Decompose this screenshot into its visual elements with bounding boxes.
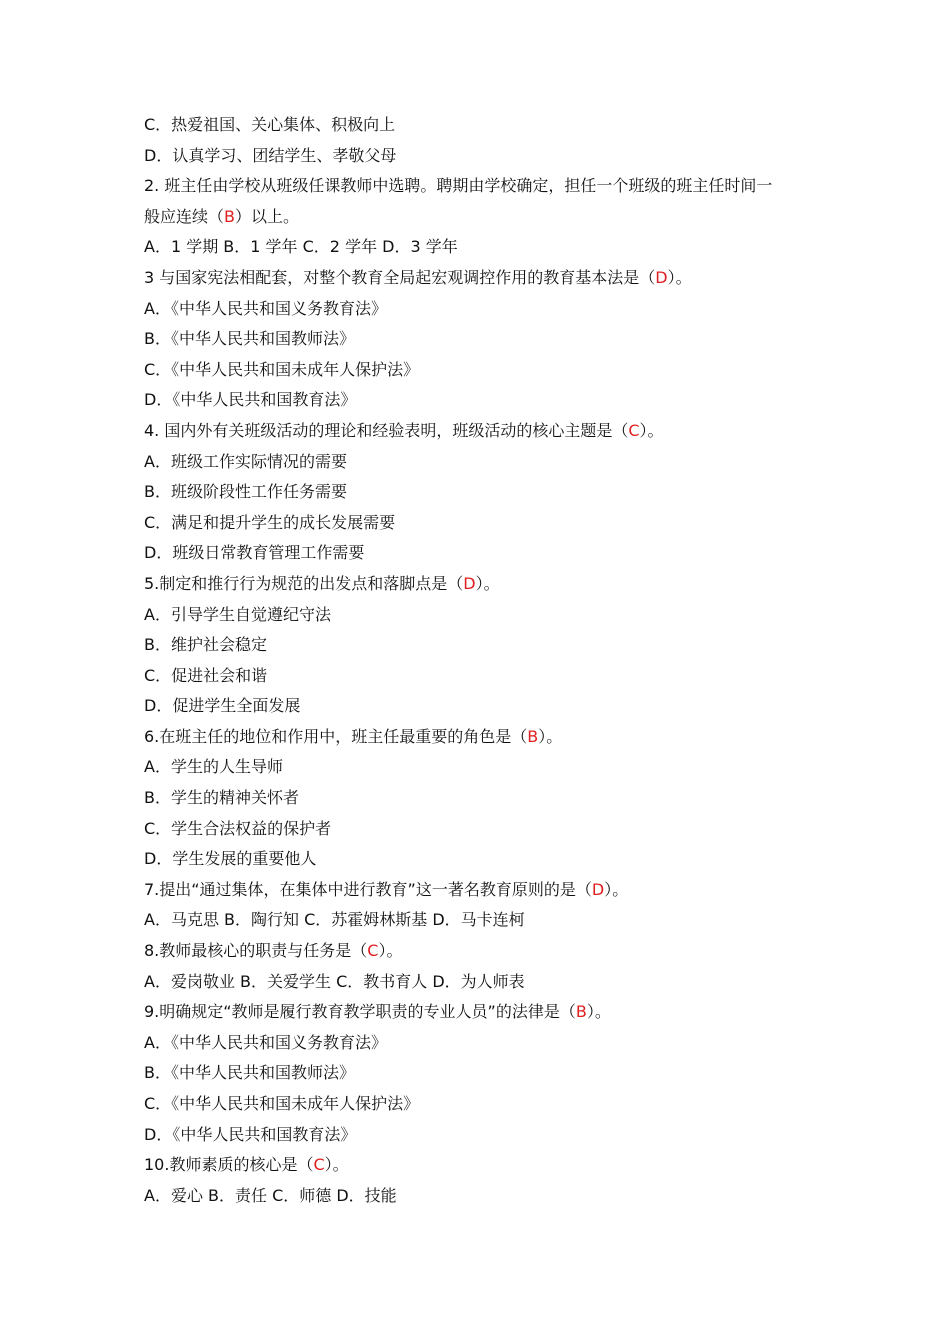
answer-letter: C bbox=[367, 941, 379, 961]
question-suffix: ）。 bbox=[324, 1155, 349, 1175]
text-line: B．班级阶段性工作任务需要 bbox=[144, 482, 347, 502]
question-suffix: ）以上。 bbox=[235, 206, 300, 226]
text-line: 2. 班主任由学校从班级任课教师中选聘。聘期由学校确定，担任一个班级的班主任时间一 bbox=[144, 176, 773, 196]
question-suffix: ）。 bbox=[604, 879, 629, 899]
question-text: 7.提出“通过集体，在集体中进行教育”这一著名教育原则的是（ bbox=[144, 879, 592, 899]
answer-letter: C bbox=[313, 1155, 325, 1175]
answer-letter: C bbox=[628, 420, 640, 440]
question-suffix: ）。 bbox=[639, 420, 664, 440]
text-line: D．促进学生全面发展 bbox=[144, 696, 301, 716]
question-line bbox=[144, 936, 814, 967]
question-line bbox=[144, 722, 814, 753]
text-line: A．引导学生自觉遵纪守法 bbox=[144, 604, 331, 624]
question-text: 8.教师最核心的职责与任务是（ bbox=[144, 941, 368, 961]
text-line: B．《中华人民共和国教师法》 bbox=[144, 1063, 355, 1083]
text-line: A．1 学期 B．1 学年 C．2 学年 D．3 学年 bbox=[144, 237, 458, 257]
text-line: A．班级工作实际情况的需要 bbox=[144, 451, 347, 471]
question-suffix: ）。 bbox=[475, 573, 500, 593]
question-line bbox=[144, 202, 814, 233]
question-line bbox=[144, 569, 814, 600]
text-line: D．班级日常教育管理工作需要 bbox=[144, 543, 365, 563]
text-line: B．维护社会稳定 bbox=[144, 635, 267, 655]
text-line: D．《中华人民共和国教育法》 bbox=[144, 1124, 357, 1144]
question-text: 6.在班主任的地位和作用中，班主任最重要的角色是（ bbox=[144, 726, 528, 746]
text-line: C．促进社会和谐 bbox=[144, 665, 268, 685]
question-text: 5.制定和推行行为规范的出发点和落脚点是（ bbox=[144, 573, 464, 593]
text-line: D．《中华人民共和国教育法》 bbox=[144, 390, 357, 410]
question-text: 10.教师素质的核心是（ bbox=[144, 1155, 314, 1175]
question-text: 3 与国家宪法相配套，对整个教育全局起宏观调控作用的教育基本法是（ bbox=[144, 267, 656, 287]
text-line: A．《中华人民共和国义务教育法》 bbox=[144, 298, 387, 318]
question-suffix: ）。 bbox=[538, 726, 563, 746]
text-line: D．认真学习、团结学生、孝敬父母 bbox=[144, 145, 397, 165]
question-line bbox=[144, 997, 814, 1028]
answer-letter: D bbox=[655, 267, 668, 287]
text-line: A．爱心 B．责任 C．师德 D．技能 bbox=[144, 1185, 397, 1205]
document-page bbox=[144, 110, 814, 1211]
answer-letter: B bbox=[527, 726, 539, 746]
answer-letter: B bbox=[224, 206, 235, 226]
text-line: B．学生的精神关怀者 bbox=[144, 788, 299, 808]
text-line: C．《中华人民共和国未成年人保护法》 bbox=[144, 359, 420, 379]
question-text: 9.明确规定“教师是履行教育教学职责的专业人员”的法律是（ bbox=[144, 1002, 576, 1022]
text-line: C．《中华人民共和国未成年人保护法》 bbox=[144, 1094, 420, 1113]
answer-letter: D bbox=[591, 879, 605, 899]
text-line: C．满足和提升学生的成长发展需要 bbox=[144, 512, 396, 532]
question-suffix: ）。 bbox=[667, 267, 692, 287]
text-line: B．《中华人民共和国教师法》 bbox=[144, 329, 355, 349]
question-line bbox=[144, 263, 814, 294]
text-line: A．《中华人民共和国义务教育法》 bbox=[144, 1032, 387, 1052]
question-line bbox=[144, 1150, 814, 1181]
text-line: A．马克思 B．陶行知 C．苏霍姆林斯基 D．马卡连柯 bbox=[144, 910, 525, 930]
question-text: 4. 国内外有关班级活动的理论和经验表明，班级活动的核心主题是（ bbox=[144, 420, 629, 440]
question-line bbox=[144, 875, 814, 906]
answer-letter: B bbox=[575, 1002, 587, 1022]
question-line bbox=[144, 416, 814, 447]
text-line: A．爱岗敬业 B．关爱学生 C．教书育人 D．为人师表 bbox=[144, 971, 525, 991]
text-line: C．学生合法权益的保护者 bbox=[144, 818, 332, 838]
text-line: C．热爱祖国、关心集体、积极向上 bbox=[144, 115, 396, 134]
answer-letter: D bbox=[463, 573, 476, 593]
question-suffix: ）。 bbox=[378, 941, 403, 961]
question-text: 般应连续（ bbox=[144, 206, 225, 226]
text-line: A．学生的人生导师 bbox=[144, 757, 283, 777]
text-line: D．学生发展的重要他人 bbox=[144, 849, 317, 869]
question-suffix: ）。 bbox=[586, 1002, 611, 1022]
